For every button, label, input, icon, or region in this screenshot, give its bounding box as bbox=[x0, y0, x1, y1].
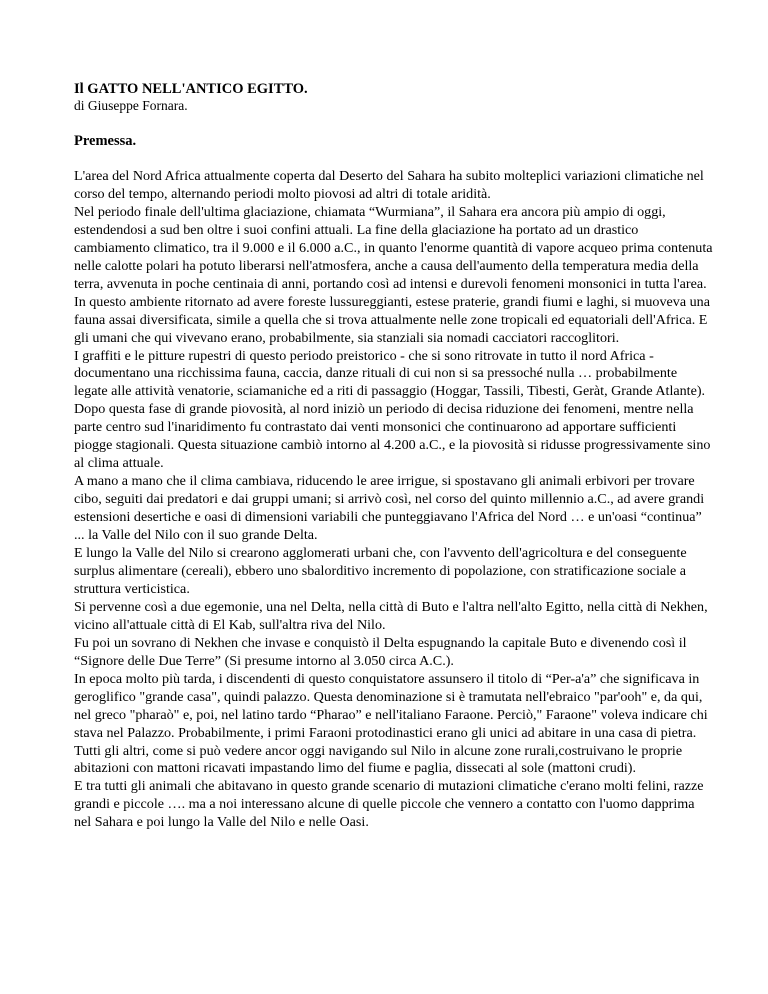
paragraph: Fu poi un sovrano di Nekhen che invase e conquistò il Delta espugnando la capitale Buto e divenendo così il “Signore delle Due Terre” (Si presume intorno al 3.050 circa A.C.). bbox=[74, 634, 687, 669]
paragraph: In questo ambiente ritornato ad avere foreste lussureggianti, estese praterie, grandi fiumi e laghi, si muoveva una fauna assai diversificata, simile a quella che si trova attualmente nelle zone tropicali ed equatoriali dell'Africa. E gli umani che qui vivevano erano, probabilmente, sia stanziali sia nomadi cacciatori raccoglitori. bbox=[74, 293, 710, 346]
paragraph: E lungo la Valle del Nilo si crearono agglomerati urbani che, con l'avvento dell'agricoltura e del conseguente surplus alimentare (cereali), ebbero uno sbalorditivo incremento di popolazione, con stratificazione sociale a struttura verticistica. bbox=[74, 545, 687, 597]
author-byline: di Giuseppe Fornara. bbox=[74, 98, 188, 113]
paragraph: Si pervenne così a due egemonie, una nel Delta, nella città di Buto e l'altra nell'alto Egitto, nella città di Nekhen, vicino all'attuale città di El Kab, sull'altra riva del Nilo. bbox=[74, 598, 708, 633]
paragraph: I graffiti e le pitture rupestri di questo periodo preistorico - che si sono ritrovate in tutto il nord Africa - documentano una ricchissima fauna, caccia, danze rituali di cui non si sa pressoché nulla … probabilmente legate alle attività venatorie, sciamaniche ed a riti di passaggio (Hoggar, Tassili, Tibesti, Geràt, Grande Atlante). bbox=[74, 347, 706, 400]
document-page bbox=[74, 80, 714, 832]
section-heading: Premessa. bbox=[74, 133, 137, 149]
paragraph: Nel periodo finale dell'ultima glaciazione, chiamata “Wurmiana”, il Sahara era ancora più ampio di oggi, estendendosi a sud ben oltre i suoi confini attuali. La fine della glaciazione ha portato ad un drastico cambiamento climatico, tra il 9.000 e il 6.000 a.C., in quanto l'enorme quantità di vapore acqueo prima contenuta nelle calotte polari ha potuto liberarsi nell'atmosfera, anche a causa dell'aumento della temperatura media della terra, avvenuta in poche centinaia di anni, portando così ad intensi e durevoli fenomeni monsonici in tutta l'area. bbox=[74, 203, 713, 292]
paragraph: E tra tutti gli animali che abitavano in questo grande scenario di mutazioni climatiche c'erano molti felini, razze grandi e piccole …. ma a noi interessano alcune di quelle piccole che vennero a contatto con l'uomo dapprima nel Sahara e poi lungo la Valle del Nilo e nelle Oasi. bbox=[74, 778, 704, 831]
paragraph: Dopo questa fase di grande piovosità, al nord iniziò un periodo di decisa riduzione dei fenomeni, mentre nella parte centro sud l'inaridimento fu contrastato dai venti monsonici che continuarono ad apportare sufficienti piogge stagionali. Questa situazione cambiò intorno al 4.200 a.C., e la piovosità si ridusse progressivamente sino al clima attuale. bbox=[74, 401, 711, 472]
document-title: Il GATTO NELL'ANTICO EGITTO. bbox=[74, 81, 308, 97]
paragraph: A mano a mano che il clima cambiava, riducendo le aree irrigue, si spostavano gli animali erbivori per trovare cibo, seguiti dai predatori e dai gruppi umani; si arrivò così, nel corso del quinto millennio a.C., ad avere grandi estensioni desertiche e oasi di dimensioni variabili che punteggiavano l'Africa del Nord … e un'oasi “continua” ... la Valle del Nilo con il suo grande Delta. bbox=[74, 473, 705, 544]
paragraph: In epoca molto più tarda, i discendenti di questo conquistatore assunsero il titolo di “Per-a'a” che significava in geroglifico "grande casa", quindi palazzo. Questa denominazione si è tramutata nell'ebraico "par'ooh" e, da qui, nel greco "pharaò" e, poi, nel latino tardo “Pharao” e nell'italiano Faraone. Perciò," Faraone" voleva indicare chi stava nel Palazzo. Probabilmente, i primi Faraoni protodinastici erano gli unici ad abitare in una casa di pietra. Tutti gli altri, come si può vedere ancor oggi navigando sul Nilo in alcune zone rurali,costruivano le proprie abitazioni con mattoni ricavati impastando limo del fiume e paglia, dissecati al sole (mattoni crudi). bbox=[74, 670, 708, 777]
paragraph: L'area del Nord Africa attualmente coperta dal Deserto del Sahara ha subito molteplici variazioni climatiche nel corso del tempo, alternando periodi molto piovosi ad altri di totale aridità. bbox=[74, 168, 704, 202]
body-text bbox=[74, 168, 714, 832]
